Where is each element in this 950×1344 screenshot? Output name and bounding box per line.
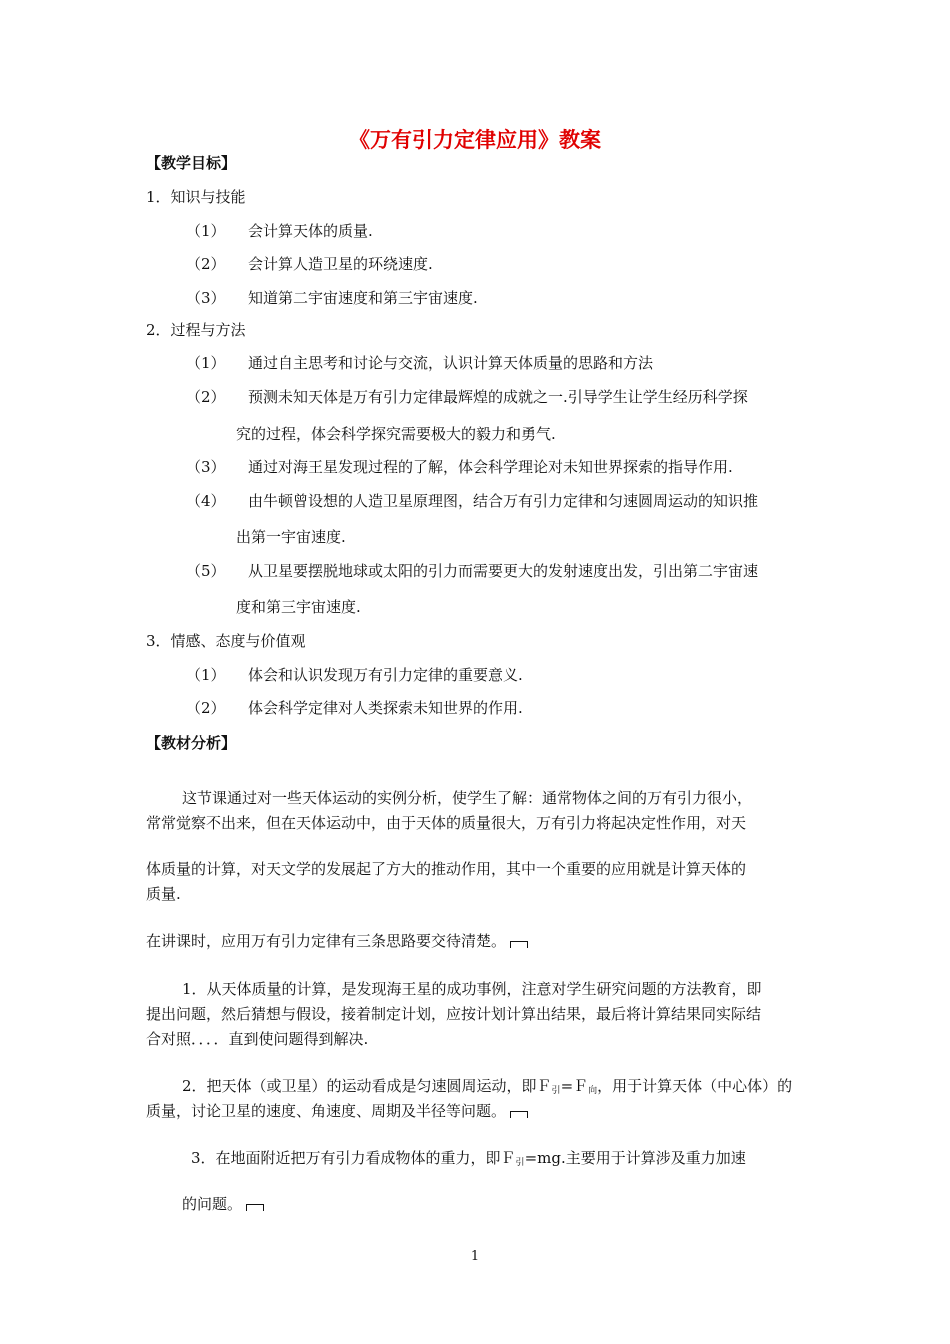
return-mark-icon — [246, 1204, 264, 1211]
item-text: 体会和认识发现万有引力定律的重要意义. — [248, 666, 523, 684]
item-text: 通过自主思考和讨论与交流，认识计算天体质量的思路和方法 — [248, 354, 654, 372]
paragraph-text: 的问题。 — [182, 1195, 243, 1213]
item-number: （5） — [186, 562, 226, 580]
subscript: 向 — [588, 1086, 598, 1096]
paragraph-line — [182, 1075, 792, 1096]
paragraph-line — [146, 1100, 528, 1121]
paragraph-text: 2．把天体（或卫星）的运动看成是匀速圆周运动，即Ｆ — [182, 1077, 552, 1095]
item-text: 知道第二宇宙速度和第三宇宙速度. — [248, 289, 478, 307]
item-number: （2） — [186, 699, 226, 717]
paragraph-text: 3．在地面附近把万有引力看成物体的重力，即Ｆ — [191, 1149, 516, 1167]
item-number: （3） — [186, 458, 226, 476]
goal-item — [186, 253, 433, 274]
item-continuation: 出第一宇宙速度. — [236, 528, 346, 546]
goal-item — [186, 456, 733, 477]
page-number: 1 — [470, 1249, 480, 1264]
item-continuation: 究的过程，体会科学探究需要极大的毅力和勇气. — [236, 425, 556, 443]
goal-item — [186, 560, 758, 581]
goal-item — [186, 490, 758, 511]
item-number: （2） — [186, 388, 226, 406]
item-number: （1） — [186, 666, 226, 684]
item-text: 从卫星要摆脱地球或太阳的引力而需要更大的发射速度出发，引出第二宇宙速 — [248, 562, 759, 580]
goal-item — [186, 386, 748, 407]
item-text: 会计算人造卫星的环绕速度. — [248, 255, 433, 273]
item-text: 体会科学定律对人类探索未知世界的作用. — [248, 699, 523, 717]
section-heading-goals: 【教学目标】 — [146, 154, 237, 172]
subscript: 引 — [551, 1086, 561, 1096]
page-title: 《万有引力定律应用》教案 — [349, 128, 601, 152]
paragraph-line — [146, 930, 528, 951]
paragraph-line — [182, 1193, 264, 1214]
subscript: 引 — [515, 1158, 525, 1168]
goal-item — [186, 697, 523, 718]
item-number: （3） — [186, 289, 226, 307]
section-heading-analysis: 【教材分析】 — [146, 734, 237, 752]
item-number: （4） — [186, 492, 226, 510]
goal-heading-1: 1．知识与技能 — [146, 188, 246, 206]
goal-heading-3: 3．情感、态度与价值观 — [146, 632, 306, 650]
goal-item — [186, 220, 373, 241]
paragraph-line: 质量. — [146, 885, 181, 903]
paragraph-text: 在讲课时，应用万有引力定律有三条思路要交待清楚。 — [146, 932, 507, 950]
paragraph-line: 这节课通过对一些天体运动的实例分析，使学生了解：通常物体之间的万有引力很小， — [182, 789, 753, 807]
item-text: 通过对海王星发现过程的了解，体会科学理论对未知世界探索的指导作用. — [248, 458, 733, 476]
item-text: 会计算天体的质量. — [248, 222, 373, 240]
goal-item — [186, 664, 523, 685]
paragraph-text: =mg.主要用于计算涉及重力加速 — [524, 1149, 746, 1167]
paragraph-line: 常常觉察不出来，但在天体运动中，由于天体的质量很大，万有引力将起决定性作用，对天 — [146, 814, 747, 832]
item-text: 预测未知天体是万有引力定律最辉煌的成就之一.引导学生让学生经历科学探 — [248, 388, 748, 406]
return-mark-icon — [510, 1111, 528, 1118]
paragraph-line: 合对照．．．．直到使问题得到解决. — [146, 1030, 369, 1048]
paragraph-line: 提出问题，然后猜想与假设，接着制定计划，应按计划计算出结果，最后将计算结果同实际结 — [146, 1005, 762, 1023]
paragraph-line: 体质量的计算，对天文学的发展起了方大的推动作用，其中一个重要的应用就是计算天体的 — [146, 860, 747, 878]
goal-heading-2: 2．过程与方法 — [146, 321, 246, 339]
item-text: 由牛顿曾设想的人造卫星原理图，结合万有引力定律和匀速圆周运动的知识推 — [248, 492, 759, 510]
paragraph-line — [191, 1147, 746, 1168]
paragraph-text: ，用于计算天体（中心体）的 — [597, 1077, 793, 1095]
item-number: （1） — [186, 354, 226, 372]
goal-item — [186, 287, 478, 308]
paragraph-text: 质量，讨论卫星的速度、角速度、周期及半径等问题。 — [146, 1102, 507, 1120]
paragraph-line: 1．从天体质量的计算，是发现海王星的成功事例，注意对学生研究问题的方法教育，即 — [182, 980, 762, 998]
return-mark-icon — [510, 941, 528, 948]
goal-item — [186, 352, 653, 373]
item-number: （1） — [186, 222, 226, 240]
item-continuation: 度和第三宇宙速度. — [236, 598, 361, 616]
paragraph-text: =Ｆ — [560, 1077, 589, 1095]
item-number: （2） — [186, 255, 226, 273]
